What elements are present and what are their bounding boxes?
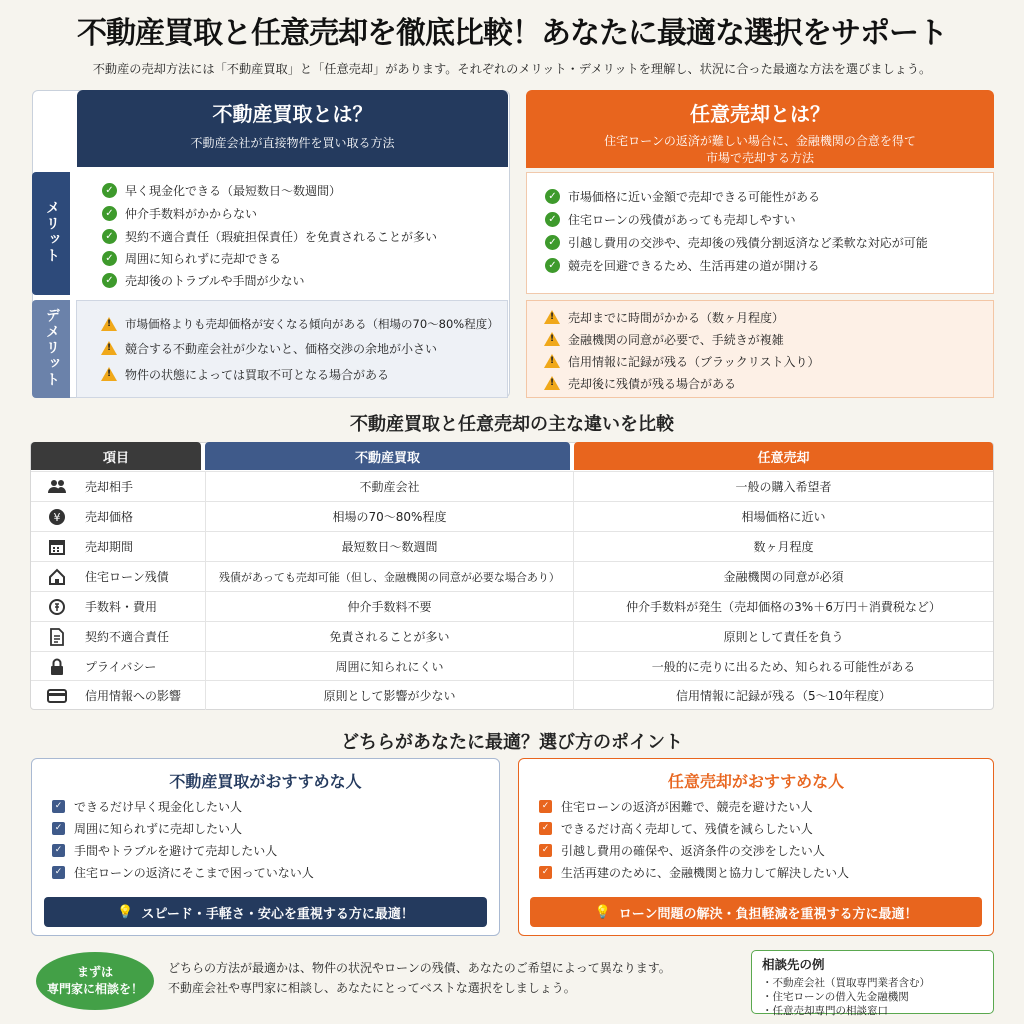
check-icon: ✓ [102,273,117,288]
warning-icon: ! [101,367,117,381]
table-header-item: 項目 [31,442,201,470]
demerit-tab [32,300,70,398]
check-icon: ✓ [545,258,560,273]
list-item: ✓ 契約不適合責任（瑕疵担保責任）を免責されることが多い [102,227,437,245]
warning-icon: ! [544,376,560,390]
buyout-title: 不動産買取とは？ [212,102,373,126]
buyout-subtitle: 不動産会社が直接物件を買い取る方法 [190,136,395,150]
warning-icon: ! [544,310,560,324]
demerit-tab-label: デメリット [44,308,60,388]
checkbox-icon: ✓ [52,844,65,857]
checkbox-icon: ✓ [52,866,65,879]
list-item: ! 競合する不動産会社が少ないと、価格交渉の余地が小さい [101,339,437,357]
buyout-header [77,90,508,167]
list-item: ✓ 住宅ローンの残債があっても売却しやすい [545,210,796,228]
list-item: ! 市場価格よりも売却価格が安くなる傾向がある（相場の70〜80%程度） [101,315,499,333]
merit-tab-label: メリット [44,200,60,264]
voluntary-sale-demerits [526,300,994,398]
comparison-heading: 不動産買取と任意売却の主な違いを比較 [350,414,674,435]
list-item: ✓ 仲介手数料がかからない [102,204,257,222]
checkbox-icon: ✓ [539,822,552,835]
buyout-recommend-banner: 💡 スピード・手軽さ・安心を重視する方に最適！ [44,897,487,927]
list-item: ✓ 引越し費用の交渉や、売却後の残債分割返済など柔軟な対応が可能 [545,233,928,251]
list-item: ✓ 周囲に知られずに売却できる [102,249,281,267]
people-icon [47,478,67,496]
warning-icon: ! [101,341,117,355]
consultation-title: 相談先の例 [762,957,825,972]
check-icon: ✓ [545,212,560,227]
lock-icon [47,658,67,676]
list-item: ・任意売却専門の相談窓口 [762,1005,888,1017]
table-row: 信用情報への影響 原則として影響が少ない 信用情報に記録が残る（5〜10年程度） [31,680,993,710]
list-item: ! 物件の状態によっては買取不可となる場合がある [101,365,389,383]
check-icon: ✓ [102,183,117,198]
list-item: ✓ 市場価格に近い金額で売却できる可能性がある [545,187,820,205]
table-header-voluntary: 任意売却 [574,442,993,470]
document-icon [47,628,67,646]
voluntary-sale-header [526,90,994,168]
voluntary-recommend-banner: 💡 ローン問題の解決・負担軽減を重視する方に最適！ [530,897,982,927]
checkbox-icon: ✓ [52,822,65,835]
yen-icon [47,508,67,526]
check-icon: ✓ [102,251,117,266]
list-item: ! 売却後に残債が残る場合がある [544,374,736,392]
table-row: 手数料・費用 仲介手数料不要 仲介手数料が発生（売却価格の3%＋6万円＋消費税など） [31,591,993,621]
intro-text: 不動産の売却方法には「不動産買取」と「任意売却」があります。それぞれのメリット・デメリットを理解し、状況に合った最適な方法を選びましょう。 [92,62,932,76]
list-item: ✓ できるだけ早く現金化したい人 [52,797,242,815]
list-item: ✓ 引越し費用の確保や、返済条件の交渉をしたい人 [539,841,825,859]
warning-icon: ! [544,354,560,368]
recommend-heading: どちらがあなたに最適？選び方のポイント [341,732,683,753]
list-item: ✓ 売却後のトラブルや手間が少ない [102,271,305,289]
list-item: ✓ できるだけ高く売却して、残債を減らしたい人 [539,819,813,837]
lightbulb-icon: 💡 [117,904,134,920]
merit-tab [32,172,70,295]
list-item: ✓ 生活再建のために、金融機関と協力して解決したい人 [539,863,849,881]
coin-icon [47,598,67,616]
table-row: 売却相手 不動産会社 一般の購入希望者 [31,471,993,501]
table-row: 売却期間 最短数日〜数週間 数ヶ月程度 [31,531,993,561]
table-row: 契約不適合責任 免責されることが多い 原則として責任を負う [31,621,993,651]
checkbox-icon: ✓ [539,800,552,813]
checkbox-icon: ✓ [52,800,65,813]
voluntary-sale-merits [526,172,994,294]
table-row: ¥ 売却価格 相場の70〜80%程度 相場価格に近い [31,501,993,531]
consultation-examples [751,950,994,1017]
warning-icon: ! [101,317,117,331]
voluntary-sale-subtitle: 住宅ローンの返済が難しい場合に、金融機関の合意を得て 市場で売却する方法 [604,134,916,165]
check-icon: ✓ [545,235,560,250]
page-title: 不動産買取と任意売却を徹底比較！あなたに最適な選択をサポート [77,16,947,51]
calendar-icon [47,538,67,556]
house-icon [47,568,67,586]
list-item: ✓ 住宅ローンの返済にそこまで困っていない人 [52,863,314,881]
footer-text: どちらの方法が最適かは、物件の状況やローンの残債、あなたのご希望によって異なります。 不動産会社や専門家に相談し、あなたにとってベストな選択をしましょう。 [168,961,671,995]
list-item: ✓ 住宅ローンの返済が困難で、競売を避けたい人 [539,797,813,815]
list-item: ! 金融機関の同意が必要で、手続きが複雑 [544,330,784,348]
list-item: ✓ 早く現金化できる（最短数日〜数週間） [102,181,341,199]
voluntary-sale-title: 任意売却とは？ [690,102,830,126]
buyout-demerits [76,300,508,398]
table-header-buyout: 不動産買取 [205,442,570,470]
table-row: プライバシー 周囲に知られにくい 一般的に売りに出るため、知られる可能性がある [31,651,993,681]
checkbox-icon: ✓ [539,844,552,857]
buyout-recommend-title: 不動産買取がおすすめな人 [169,772,362,791]
consult-expert-bubble: まずは 専門家に相談を！ [36,952,154,1010]
voluntary-recommend-title: 任意売却がおすすめな人 [667,772,845,791]
svg-text:¥: ¥ [53,510,61,524]
check-icon: ✓ [102,229,117,244]
checkbox-icon: ✓ [539,866,552,879]
list-item: ・不動産会社（買取専門業者含む） [762,977,930,989]
list-item: ! 信用情報に記録が残る（ブラックリスト入り） [544,352,820,370]
list-item: ! 売却までに時間がかかる（数ヶ月程度） [544,308,784,326]
card-icon [47,687,67,705]
table-row: 住宅ローン残債 残債があっても売却可能（但し、金融機関の同意が必要な場合あり） 金融機関の同意が必須 [31,561,993,591]
list-item: ・住宅ローンの借入先金融機関 [762,991,909,1003]
list-item: ✓ 周囲に知られずに売却したい人 [52,819,242,837]
lightbulb-icon: 💡 [594,904,611,920]
check-icon: ✓ [545,189,560,204]
buyout-merits [76,172,508,295]
list-item: ✓ 競売を回避できるため、生活再建の道が開ける [545,256,820,274]
warning-icon: ! [544,332,560,346]
check-icon: ✓ [102,206,117,221]
list-item: ✓ 手間やトラブルを避けて売却したい人 [52,841,277,859]
